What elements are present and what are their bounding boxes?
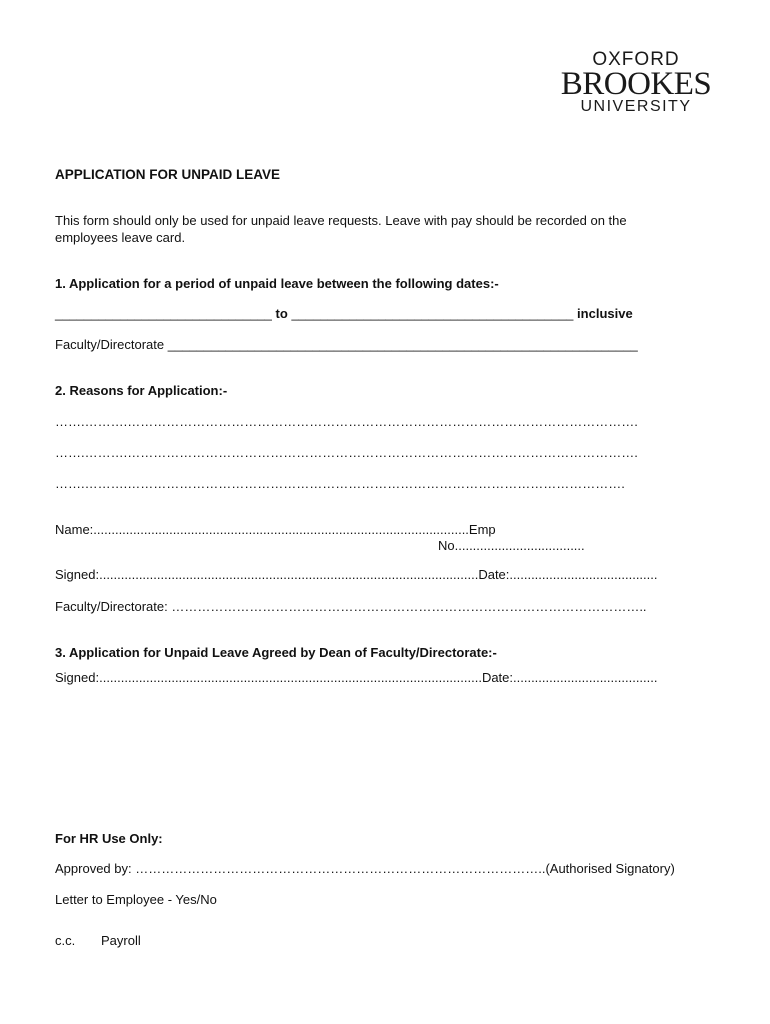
hr-heading: For HR Use Only:: [55, 831, 163, 846]
section-3-heading: 3. Application for Unpaid Leave Agreed by Dean of Faculty/Directorate:-: [55, 645, 497, 660]
reason-line-3[interactable]: …….……….…………………………………………………………………………………………………….: [55, 476, 625, 491]
dates-to-label: to: [275, 306, 288, 321]
reason-line-2[interactable]: …….……….……………………………………………………………………………………………………….: [55, 445, 638, 460]
dates-inclusive-label: inclusive: [577, 306, 633, 321]
dean-signed-date-line[interactable]: Signed:..........................................................................................................Date:........................................: [55, 670, 658, 685]
logo-line-university: UNIVERSITY: [580, 98, 692, 115]
logo-line-oxford: OXFORD: [592, 49, 680, 70]
emp-no-line[interactable]: No....................................: [438, 538, 585, 553]
approved-by-line[interactable]: Approved by: …………………………………………………………………………………..(Authorised Signatory): [55, 861, 675, 876]
letter-to-employee-line: Letter to Employee - Yes/No: [55, 892, 217, 907]
logo-line-brookes: BROOKES: [560, 66, 712, 102]
faculty-row-2[interactable]: Faculty/Directorate: ………………………………………………………………………………………………..: [55, 599, 647, 614]
section-1-heading: 1. Application for a period of unpaid leave between the following dates:-: [55, 276, 499, 291]
form-title: APPLICATION FOR UNPAID LEAVE: [55, 167, 281, 182]
dates-row: [55, 306, 705, 321]
cc-label: c.c.: [55, 933, 76, 948]
faculty-row-1: [55, 337, 638, 352]
faculty-field[interactable]: _________________________________________________________________: [167, 337, 638, 352]
intro-line-1: This form should only be used for unpaid leave requests. Leave with pay should be recorded on the: [55, 213, 627, 228]
reason-line-1[interactable]: …….……….……………………………………………………………………………………………………….: [55, 414, 638, 429]
section-2-heading: 2. Reasons for Application:-: [55, 383, 228, 398]
start-date-field[interactable]: ______________________________: [55, 306, 272, 321]
intro-line-2: employees leave card.: [55, 230, 186, 245]
faculty-label: Faculty/Directorate: [55, 337, 165, 352]
end-date-field[interactable]: _______________________________________: [291, 306, 574, 321]
signed-date-line[interactable]: Signed:.........................................................................................................Date:.........................................: [55, 567, 658, 582]
name-emp-line[interactable]: Name:........................................................................................................Emp: [55, 522, 496, 537]
university-logo: [556, 50, 716, 115]
cc-value: Payroll: [101, 933, 141, 948]
